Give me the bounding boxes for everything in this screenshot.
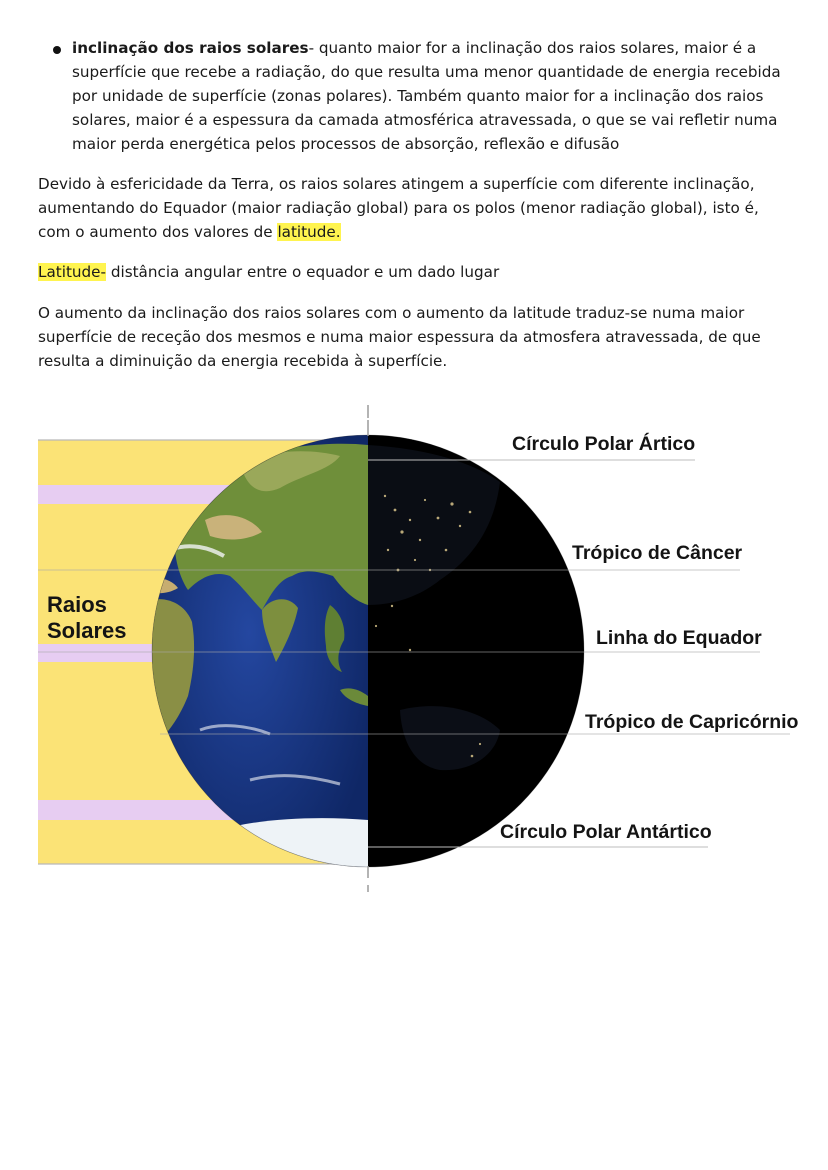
- equator-label: Linha do Equador: [596, 627, 762, 649]
- antarctic-circle-label: Círculo Polar Antártico: [500, 821, 712, 843]
- definition-term: Latitude-: [38, 263, 106, 281]
- tropic-cancer-label: Trópico de Câncer: [572, 542, 743, 564]
- definition-latitude: [38, 260, 790, 284]
- solar-rays-label: [47, 592, 127, 644]
- bullet-item: [38, 36, 790, 156]
- paragraph-inclination: O aumento da inclinação dos raios solares com o aumento da latitude traduz-se numa maior superfície de receção dos mesmos e numa maior espessura da atmosfera atravessada, de que resulta a diminuição da energia recebida à superfície.: [38, 304, 761, 370]
- paragraph-sphericity-text: Devido à esfericidade da Terra, os raios solares atingem a superfície com diferente inclinação, aumentando do Equador (maior radiação global) para os polos (menor radiação global), isto é, com o aumento dos valores de: [38, 175, 759, 241]
- highlight-latitude: latitude.: [277, 223, 341, 241]
- paragraph-sphericity: [38, 172, 790, 244]
- globe-night-side: [368, 430, 588, 880]
- bullet-term: inclinação dos raios solares: [72, 39, 309, 57]
- earth-illumination-figure: [0, 400, 828, 900]
- tropic-capricorn-label: Trópico de Capricórnio: [585, 711, 799, 733]
- solar-rays-label-line1: Raios: [47, 592, 107, 617]
- bullet-text: - quanto maior for a inclinação dos raios solares, maior é a superfície que recebe a radiação, do que resulta uma menor quantidade de energia recebida por unidade de superfície (zonas polares). Também quanto maior for a inclinação dos raios solares, maior é a espessura da camada atmosférica atravessada, o que se vai refletir numa maior perda energética pelos processos de absorção, reflexão e difusão: [72, 39, 781, 153]
- bullet-dot-icon: [53, 46, 61, 54]
- arctic-circle-label: Círculo Polar Ártico: [512, 433, 696, 455]
- page-content: [38, 36, 790, 373]
- definition-text: distância angular entre o equador e um dado lugar: [106, 263, 500, 281]
- solar-rays-label-line2: Solares: [47, 618, 127, 643]
